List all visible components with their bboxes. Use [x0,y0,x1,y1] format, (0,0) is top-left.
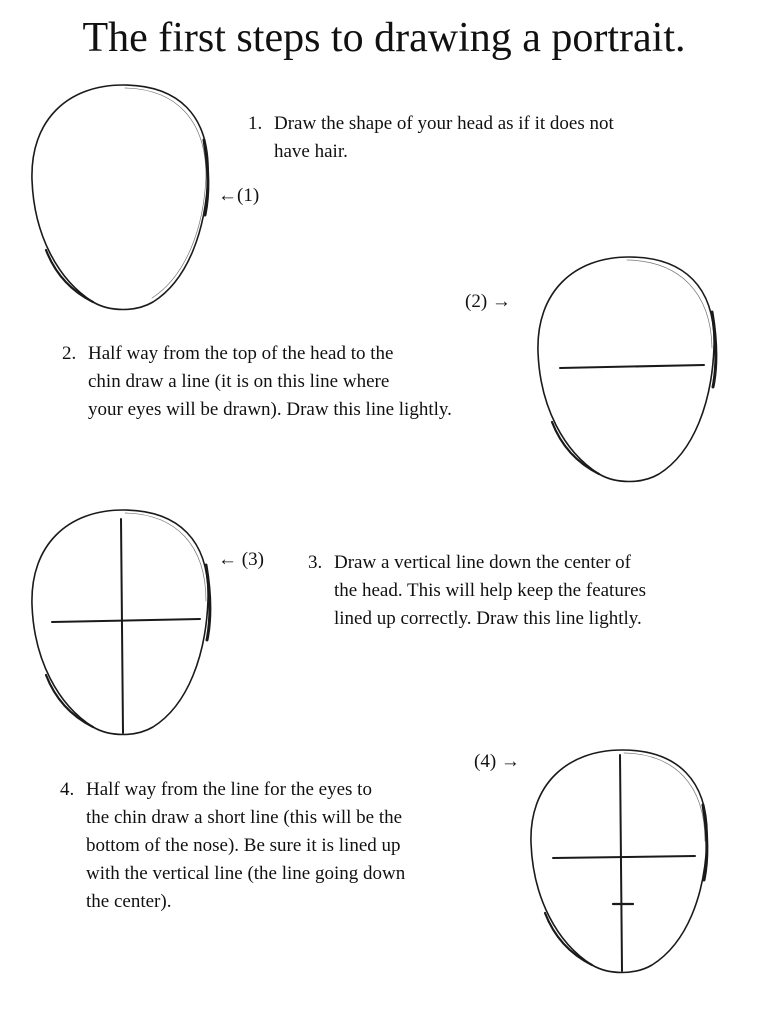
step-text-line: the head. This will help keep the features [334,580,646,601]
step-text-line: your eyes will be drawn). Draw this line lightly. [88,399,452,420]
head-outline-drawing-3 [28,505,218,740]
step-number: 2. [62,343,77,364]
eye-guide-line [560,365,704,368]
annotation-label-2: (2) → [465,291,511,312]
step-text-line: Draw the shape of your head as if it does not [274,113,614,134]
step-text-line: with the vertical line (the line going down [86,863,406,884]
step-1 [248,110,614,166]
step-text-line: the center). [86,891,172,912]
step-number: 3. [308,552,323,573]
step-2 [62,340,452,424]
step-text-line: chin draw a line (it is on this line where [88,371,390,392]
annotation-label-4: (4) → [474,751,520,772]
step-text-line: bottom of the nose). Be sure it is lined up [86,835,401,856]
arrow-right-icon: → [491,291,511,312]
head-outline-drawing-1 [28,80,218,315]
page-title: The first steps to drawing a portrait. [82,15,686,61]
arrow-right-icon: → [500,751,520,772]
head-outline-drawing-4 [527,745,717,977]
annotation-label-1: ←(1) [218,185,260,206]
step-text-line: Draw a vertical line down the center of [334,552,632,573]
step-number: 4. [60,779,75,800]
step-4 [60,776,405,916]
step-text-line: lined up correctly. Draw this line lightly. [334,608,642,629]
arrow-left-icon: ← [218,185,237,206]
step-3 [308,549,646,633]
head-outline-drawing-2 [534,252,724,487]
center-guide-line [620,755,622,971]
center-guide-line [121,519,123,733]
annotation-label-3: ← (3) [218,549,264,570]
step-text-line: Half way from the top of the head to the [88,343,394,364]
step-text-line: the chin draw a short line (this will be the [86,807,403,828]
eye-guide-line [553,856,695,858]
step-text-line: have hair. [274,141,348,162]
eye-guide-line [52,619,200,622]
step-text-line: Half way from the line for the eyes to [86,779,372,800]
step-number: 1. [248,113,263,134]
arrow-left-icon: ← [218,549,237,570]
